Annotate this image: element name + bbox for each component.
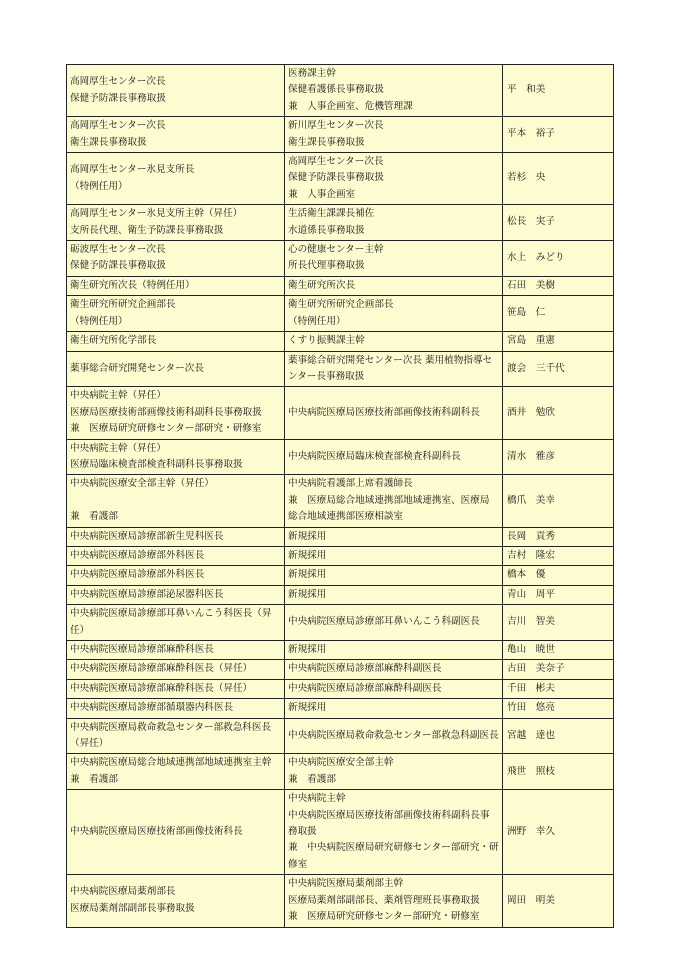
table-row — [67, 296, 614, 332]
new-position-cell: 中央病院医療局医療技術部画像技術科副科長 — [285, 387, 503, 439]
person-name-cell: 平本 裕子 — [503, 117, 614, 153]
table-row — [67, 387, 614, 439]
table-row — [67, 585, 614, 604]
person-name-cell: 飛世 照枝 — [503, 754, 614, 790]
previous-position-cell: 中央病院医療局診療部麻酔科医長（昇任） — [67, 679, 285, 698]
table-row — [67, 276, 614, 295]
person-name-cell: 石田 美樹 — [503, 276, 614, 295]
previous-position-cell: 中央病院医療局診療部循環器内科医長 — [67, 699, 285, 718]
new-position-cell: くすり振興課主幹 — [285, 332, 503, 351]
new-position-cell: 医務課主幹 保健看護係長事務取扱 兼 人事企画室、危機管理課 — [285, 65, 503, 117]
table-row — [67, 439, 614, 475]
new-position-cell: 新規採用 — [285, 641, 503, 660]
new-position-cell: 新規採用 — [285, 527, 503, 546]
new-position-cell: 生活衛生課課長補佐 水道係長事務取扱 — [285, 205, 503, 241]
new-position-cell: 新規採用 — [285, 699, 503, 718]
new-position-cell: 中央病院看護部上席看護師長 兼 医療局総合地域連携部地域連携室、医療局総合地域連携部医療相談室 — [285, 475, 503, 527]
table-row — [67, 660, 614, 679]
personnel-table-body — [67, 65, 614, 928]
new-position-cell: 中央病院主幹 中央病院医療局医療技術部画像技術科副科長事務取扱 兼 中央病院医療局研究研修センター部研究・研修室 — [285, 790, 503, 875]
previous-position-cell: 中央病院医療局診療部外科医長 — [67, 566, 285, 585]
person-name-cell: 清水 雅彦 — [503, 439, 614, 475]
previous-position-cell: 衛生研究所研究企画部長 （特例任用） — [67, 296, 285, 332]
previous-position-cell: 高岡厚生センター氷見支所長 （特例任用） — [67, 153, 285, 205]
person-name-cell: 平 和美 — [503, 65, 614, 117]
previous-position-cell: 中央病院医療局診療部泌尿器科医長 — [67, 585, 285, 604]
previous-position-cell: 高岡厚生センター次長 保健予防課長事務取扱 — [67, 65, 285, 117]
person-name-cell: 洲野 幸久 — [503, 790, 614, 875]
new-position-cell: 新規採用 — [285, 585, 503, 604]
new-position-cell: 衛生研究所次長 — [285, 276, 503, 295]
table-row — [67, 205, 614, 241]
table-row — [67, 718, 614, 754]
person-name-cell: 岡田 明美 — [503, 875, 614, 927]
new-position-cell: 新川厚生センター次長 衛生課長事務取扱 — [285, 117, 503, 153]
previous-position-cell: 砺波厚生センター次長 保健予防課長事務取扱 — [67, 241, 285, 277]
previous-position-cell: 薬事総合研究開発センター次長 — [67, 351, 285, 387]
table-row — [67, 679, 614, 698]
previous-position-cell: 中央病院医療局診療部麻酔科医長 — [67, 641, 285, 660]
new-position-cell: 高岡厚生センター次長 保健予防課長事務取扱 兼 人事企画室 — [285, 153, 503, 205]
person-name-cell: 松長 実子 — [503, 205, 614, 241]
table-row — [67, 527, 614, 546]
previous-position-cell: 中央病院医療局総合地域連携部地域連携室主幹 兼 看護部 — [67, 754, 285, 790]
table-row — [67, 754, 614, 790]
person-name-cell: 長岡 貢秀 — [503, 527, 614, 546]
new-position-cell: 薬事総合研究開発センター次長 薬用植物指導センター長事務取扱 — [285, 351, 503, 387]
person-name-cell: 亀山 暁世 — [503, 641, 614, 660]
table-row — [67, 875, 614, 927]
previous-position-cell: 衛生研究所次長（特例任用） — [67, 276, 285, 295]
previous-position-cell: 中央病院主幹（昇任） 医療局臨床検査部検査科副科長事務取扱 — [67, 439, 285, 475]
table-row — [67, 790, 614, 875]
previous-position-cell: 中央病院医療局医療技術部画像技術科長 — [67, 790, 285, 875]
new-position-cell: 中央病院医療局薬剤部主幹 医療局薬剤部副部長、薬剤管理班長事務取扱 兼 医療局研究研修センター部研究・研修室 — [285, 875, 503, 927]
previous-position-cell: 中央病院医療局薬剤部長 医療局薬剤部副部長事務取扱 — [67, 875, 285, 927]
table-row — [67, 332, 614, 351]
new-position-cell: 衛生研究所研究企画部長 （特例任用） — [285, 296, 503, 332]
person-name-cell: 若杉 央 — [503, 153, 614, 205]
previous-position-cell: 中央病院主幹（昇任） 医療局医療技術部画像技術科副科長事務取扱 兼 医療局研究研修センター部研究・研修室 — [67, 387, 285, 439]
new-position-cell: 中央病院医療局診療部麻酔科副医長 — [285, 679, 503, 698]
person-name-cell: 宮越 達也 — [503, 718, 614, 754]
table-row — [67, 475, 614, 527]
person-name-cell: 水上 みどり — [503, 241, 614, 277]
person-name-cell: 千田 彬夫 — [503, 679, 614, 698]
previous-position-cell: 中央病院医療局救命救急センター部救急科医長（昇任） — [67, 718, 285, 754]
person-name-cell: 吉川 智美 — [503, 605, 614, 641]
table-row — [67, 65, 614, 117]
new-position-cell: 中央病院医療局臨床検査部検査科副科長 — [285, 439, 503, 475]
table-row — [67, 699, 614, 718]
previous-position-cell: 衛生研究所化学部長 — [67, 332, 285, 351]
table-row — [67, 351, 614, 387]
person-name-cell: 吉村 隆宏 — [503, 546, 614, 565]
previous-position-cell: 中央病院医療局診療部外科医長 — [67, 546, 285, 565]
previous-position-cell: 高岡厚生センター次長 衛生課長事務取扱 — [67, 117, 285, 153]
table-row — [67, 117, 614, 153]
person-name-cell: 酒井 勉欣 — [503, 387, 614, 439]
person-name-cell: 竹田 悠亮 — [503, 699, 614, 718]
new-position-cell: 新規採用 — [285, 546, 503, 565]
personnel-table — [66, 64, 614, 928]
table-row — [67, 566, 614, 585]
person-name-cell: 宮島 重憲 — [503, 332, 614, 351]
person-name-cell: 笹島 仁 — [503, 296, 614, 332]
person-name-cell: 橋爪 美幸 — [503, 475, 614, 527]
new-position-cell: 中央病院医療局診療部耳鼻いんこう科副医長 — [285, 605, 503, 641]
table-row — [67, 605, 614, 641]
previous-position-cell: 中央病院医療安全部主幹（昇任） 兼 看護部 — [67, 475, 285, 527]
new-position-cell: 心の健康センター主幹 所長代理事務取扱 — [285, 241, 503, 277]
table-row — [67, 153, 614, 205]
previous-position-cell: 高岡厚生センター氷見支所主幹（昇任） 支所長代理、衛生予防課長事務取扱 — [67, 205, 285, 241]
previous-position-cell: 中央病院医療局診療部耳鼻いんこう科医長（昇任） — [67, 605, 285, 641]
previous-position-cell: 中央病院医療局診療部新生児科医長 — [67, 527, 285, 546]
new-position-cell: 中央病院医療局診療部麻酔科副医長 — [285, 660, 503, 679]
table-row — [67, 241, 614, 277]
person-name-cell: 渡会 三千代 — [503, 351, 614, 387]
new-position-cell: 新規採用 — [285, 566, 503, 585]
person-name-cell: 古田 美奈子 — [503, 660, 614, 679]
new-position-cell: 中央病院医療局救命救急センター部救急科副医長 — [285, 718, 503, 754]
person-name-cell: 橋本 優 — [503, 566, 614, 585]
table-row — [67, 546, 614, 565]
person-name-cell: 青山 周平 — [503, 585, 614, 604]
table-row — [67, 641, 614, 660]
previous-position-cell: 中央病院医療局診療部麻酔科医長（昇任） — [67, 660, 285, 679]
new-position-cell: 中央病院医療安全部主幹 兼 看護部 — [285, 754, 503, 790]
